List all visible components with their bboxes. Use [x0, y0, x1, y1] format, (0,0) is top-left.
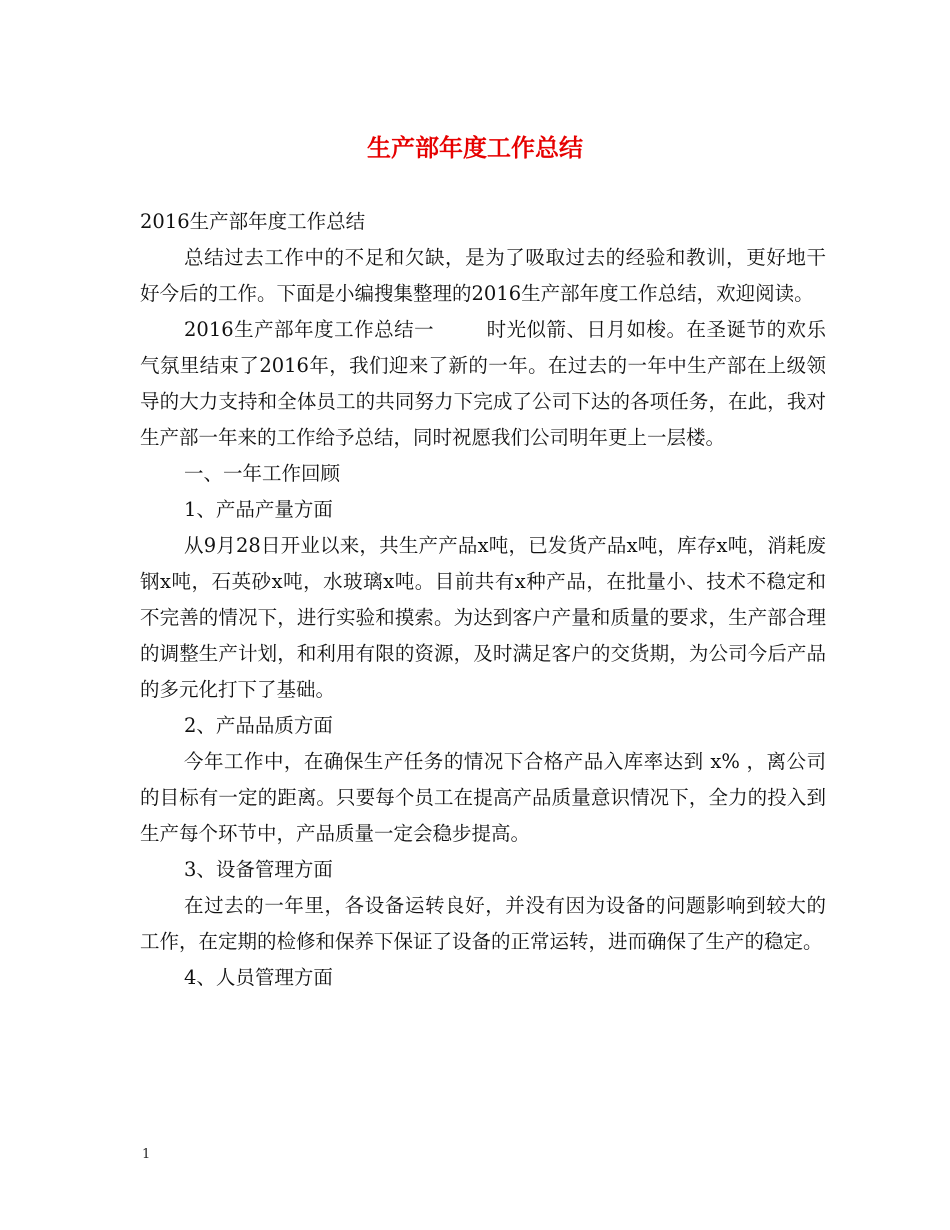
- quality-paragraph: 今年工作中，在确保生产任务的情况下合格产品入库率达到 x% ，离公司的目标有一定的距离。只要每个员工在提高产品质量意识情况下，全力的投入到生产每个环节中，产品质量一定会稳步提高。: [140, 750, 826, 845]
- section-one-lead: 2016生产部年度工作总结一: [184, 318, 435, 341]
- heading-output: 1、产品产量方面: [184, 498, 333, 521]
- section-one-text: 时光似箭、日月如梭。在圣诞节的欢乐气氛里结束了2016年，我们迎来了新的一年。在过去的一年中生产部在上级领导的大力支持和全体员工的共同努力下完成了公司下达的各项任务，在此，我对生产部一年来的工作给予总结，同时祝愿我们公司明年更上一层楼。: [140, 318, 826, 449]
- heading-equipment: 3、设备管理方面: [184, 858, 333, 881]
- page-number: 1: [142, 1147, 151, 1162]
- document-body: [140, 204, 826, 996]
- output-paragraph: 从9月28日开业以来，共生产产品x吨，已发货产品x吨，库存x吨，消耗废钢x吨，石英砂x吨，水玻璃x吨。目前共有x种产品，在批量小、技术不稳定和不完善的情况下，进行实验和摸索。为达到客户产量和质量的要求，生产部合理的调整生产计划，和利用有限的资源，及时满足客户的交货期，为公司今后产品的多元化打下了基础。: [140, 534, 826, 701]
- heading-personnel: 4、人员管理方面: [184, 966, 333, 989]
- intro-paragraph: 总结过去工作中的不足和欠缺，是为了吸取过去的经验和教训，更好地干好今后的工作。下面是小编搜集整理的2016生产部年度工作总结，欢迎阅读。: [140, 246, 826, 305]
- document-title: 生产部年度工作总结: [367, 134, 583, 162]
- equipment-paragraph: 在过去的一年里，各设备运转良好，并没有因为设备的问题影响到较大的工作，在定期的检修和保养下保证了设备的正常运转，进而确保了生产的稳定。: [140, 894, 826, 953]
- heading-review: 一、一年工作回顾: [184, 462, 341, 485]
- document-subtitle: 2016生产部年度工作总结: [140, 210, 366, 233]
- section-one-paragraph: [140, 312, 826, 456]
- heading-quality: 2、产品品质方面: [184, 714, 333, 737]
